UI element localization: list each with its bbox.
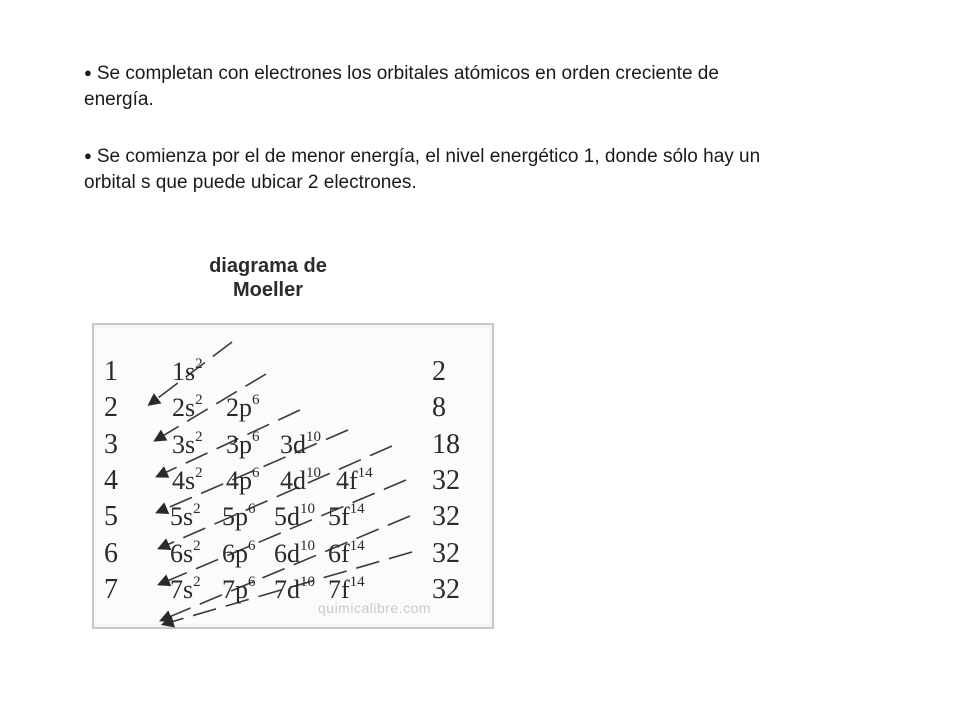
orbital-name: 4d [280,466,306,495]
watermark: quimicalibre.com [318,600,432,616]
orbital-name: 5p [222,502,248,531]
orbital-label [222,576,256,608]
orbital-name: 7p [222,575,248,604]
orbital-label [172,431,203,463]
bullet-dot-icon: ● [84,148,92,163]
orbital-name: 5d [274,502,300,531]
orbital-label [328,540,365,572]
orbital-name: 6s [170,539,194,568]
orbital-label [222,540,256,572]
level-number: 5 [104,501,118,532]
level-number: 7 [104,574,118,605]
level-number: 4 [104,465,118,496]
level-capacity: 32 [432,465,460,496]
level-capacity: 18 [432,429,460,460]
electron-count: 14 [349,538,365,554]
orbital-name: 4p [226,466,252,495]
level-capacity: 32 [432,574,460,605]
orbital-name: 5s [170,502,194,531]
orbital-label [172,394,203,426]
orbital-label [280,431,321,463]
orbital-name: 7d [274,575,300,604]
electron-count: 10 [306,429,321,445]
electron-count: 14 [357,465,373,481]
electron-count: 14 [349,574,365,590]
electron-count: 2 [193,538,201,554]
electron-count: 10 [300,538,315,554]
orbital-name: 7s [170,575,194,604]
electron-count: 6 [252,429,260,445]
electron-count: 2 [193,501,201,517]
orbital-name: 4f [336,466,358,495]
bullet-dot-icon: ● [84,65,92,80]
orbital-label [328,503,365,535]
electron-count: 10 [306,465,321,481]
orbital-label [172,358,203,390]
orbital-label [222,503,256,535]
orbital-name: 5f [328,502,350,531]
orbital-name: 2p [226,393,252,422]
orbital-label [170,503,201,535]
electron-count: 2 [195,429,203,445]
electron-count: 2 [195,465,203,481]
electron-count: 14 [349,501,365,517]
level-capacity: 32 [432,501,460,532]
orbital-label [274,540,315,572]
electron-count: 2 [193,574,201,590]
level-capacity: 2 [432,356,446,387]
electron-count: 6 [252,465,260,481]
electron-count: 6 [252,392,260,408]
orbital-name: 3d [280,430,306,459]
level-capacity: 8 [432,392,446,423]
electron-count: 2 [195,356,203,372]
orbital-label [170,540,201,572]
level-number: 3 [104,429,118,460]
diagram-title-line-1: diagrama de [209,255,327,277]
level-number: 1 [104,356,118,387]
bullet-text: Se comienza por el de menor energía, el nivel energético 1, donde sólo hay un orbital s que puede ubicar 2 electrones. [84,146,761,193]
electron-count: 6 [248,538,256,554]
electron-count: 2 [195,392,203,408]
level-number: 6 [104,538,118,569]
orbital-name: 4s [172,466,196,495]
diagram-title-line-2: Moeller [232,279,304,301]
orbital-label [274,503,315,535]
orbital-name: 3p [226,430,252,459]
bullet-text: Se completan con electrones los orbitales atómicos en orden creciente de energía. [84,63,719,110]
orbital-label [170,576,201,608]
orbital-name: 1s [172,357,196,386]
orbital-name: 7f [328,575,350,604]
orbital-label [274,576,315,608]
orbital-name: 3s [172,430,196,459]
electron-count: 10 [300,574,315,590]
orbital-name: 2s [172,393,196,422]
orbital-label [280,467,321,499]
level-number: 2 [104,392,118,423]
electron-count: 10 [300,501,315,517]
level-capacity: 32 [432,538,460,569]
orbital-name: 6d [274,539,300,568]
orbital-label [328,576,365,608]
orbital-name: 6f [328,539,350,568]
orbital-label [226,467,260,499]
orbital-label [172,467,203,499]
orbital-label [336,467,373,499]
electron-count: 6 [248,574,256,590]
orbital-label [226,431,260,463]
orbital-name: 6p [222,539,248,568]
orbital-label [226,394,260,426]
electron-count: 6 [248,501,256,517]
